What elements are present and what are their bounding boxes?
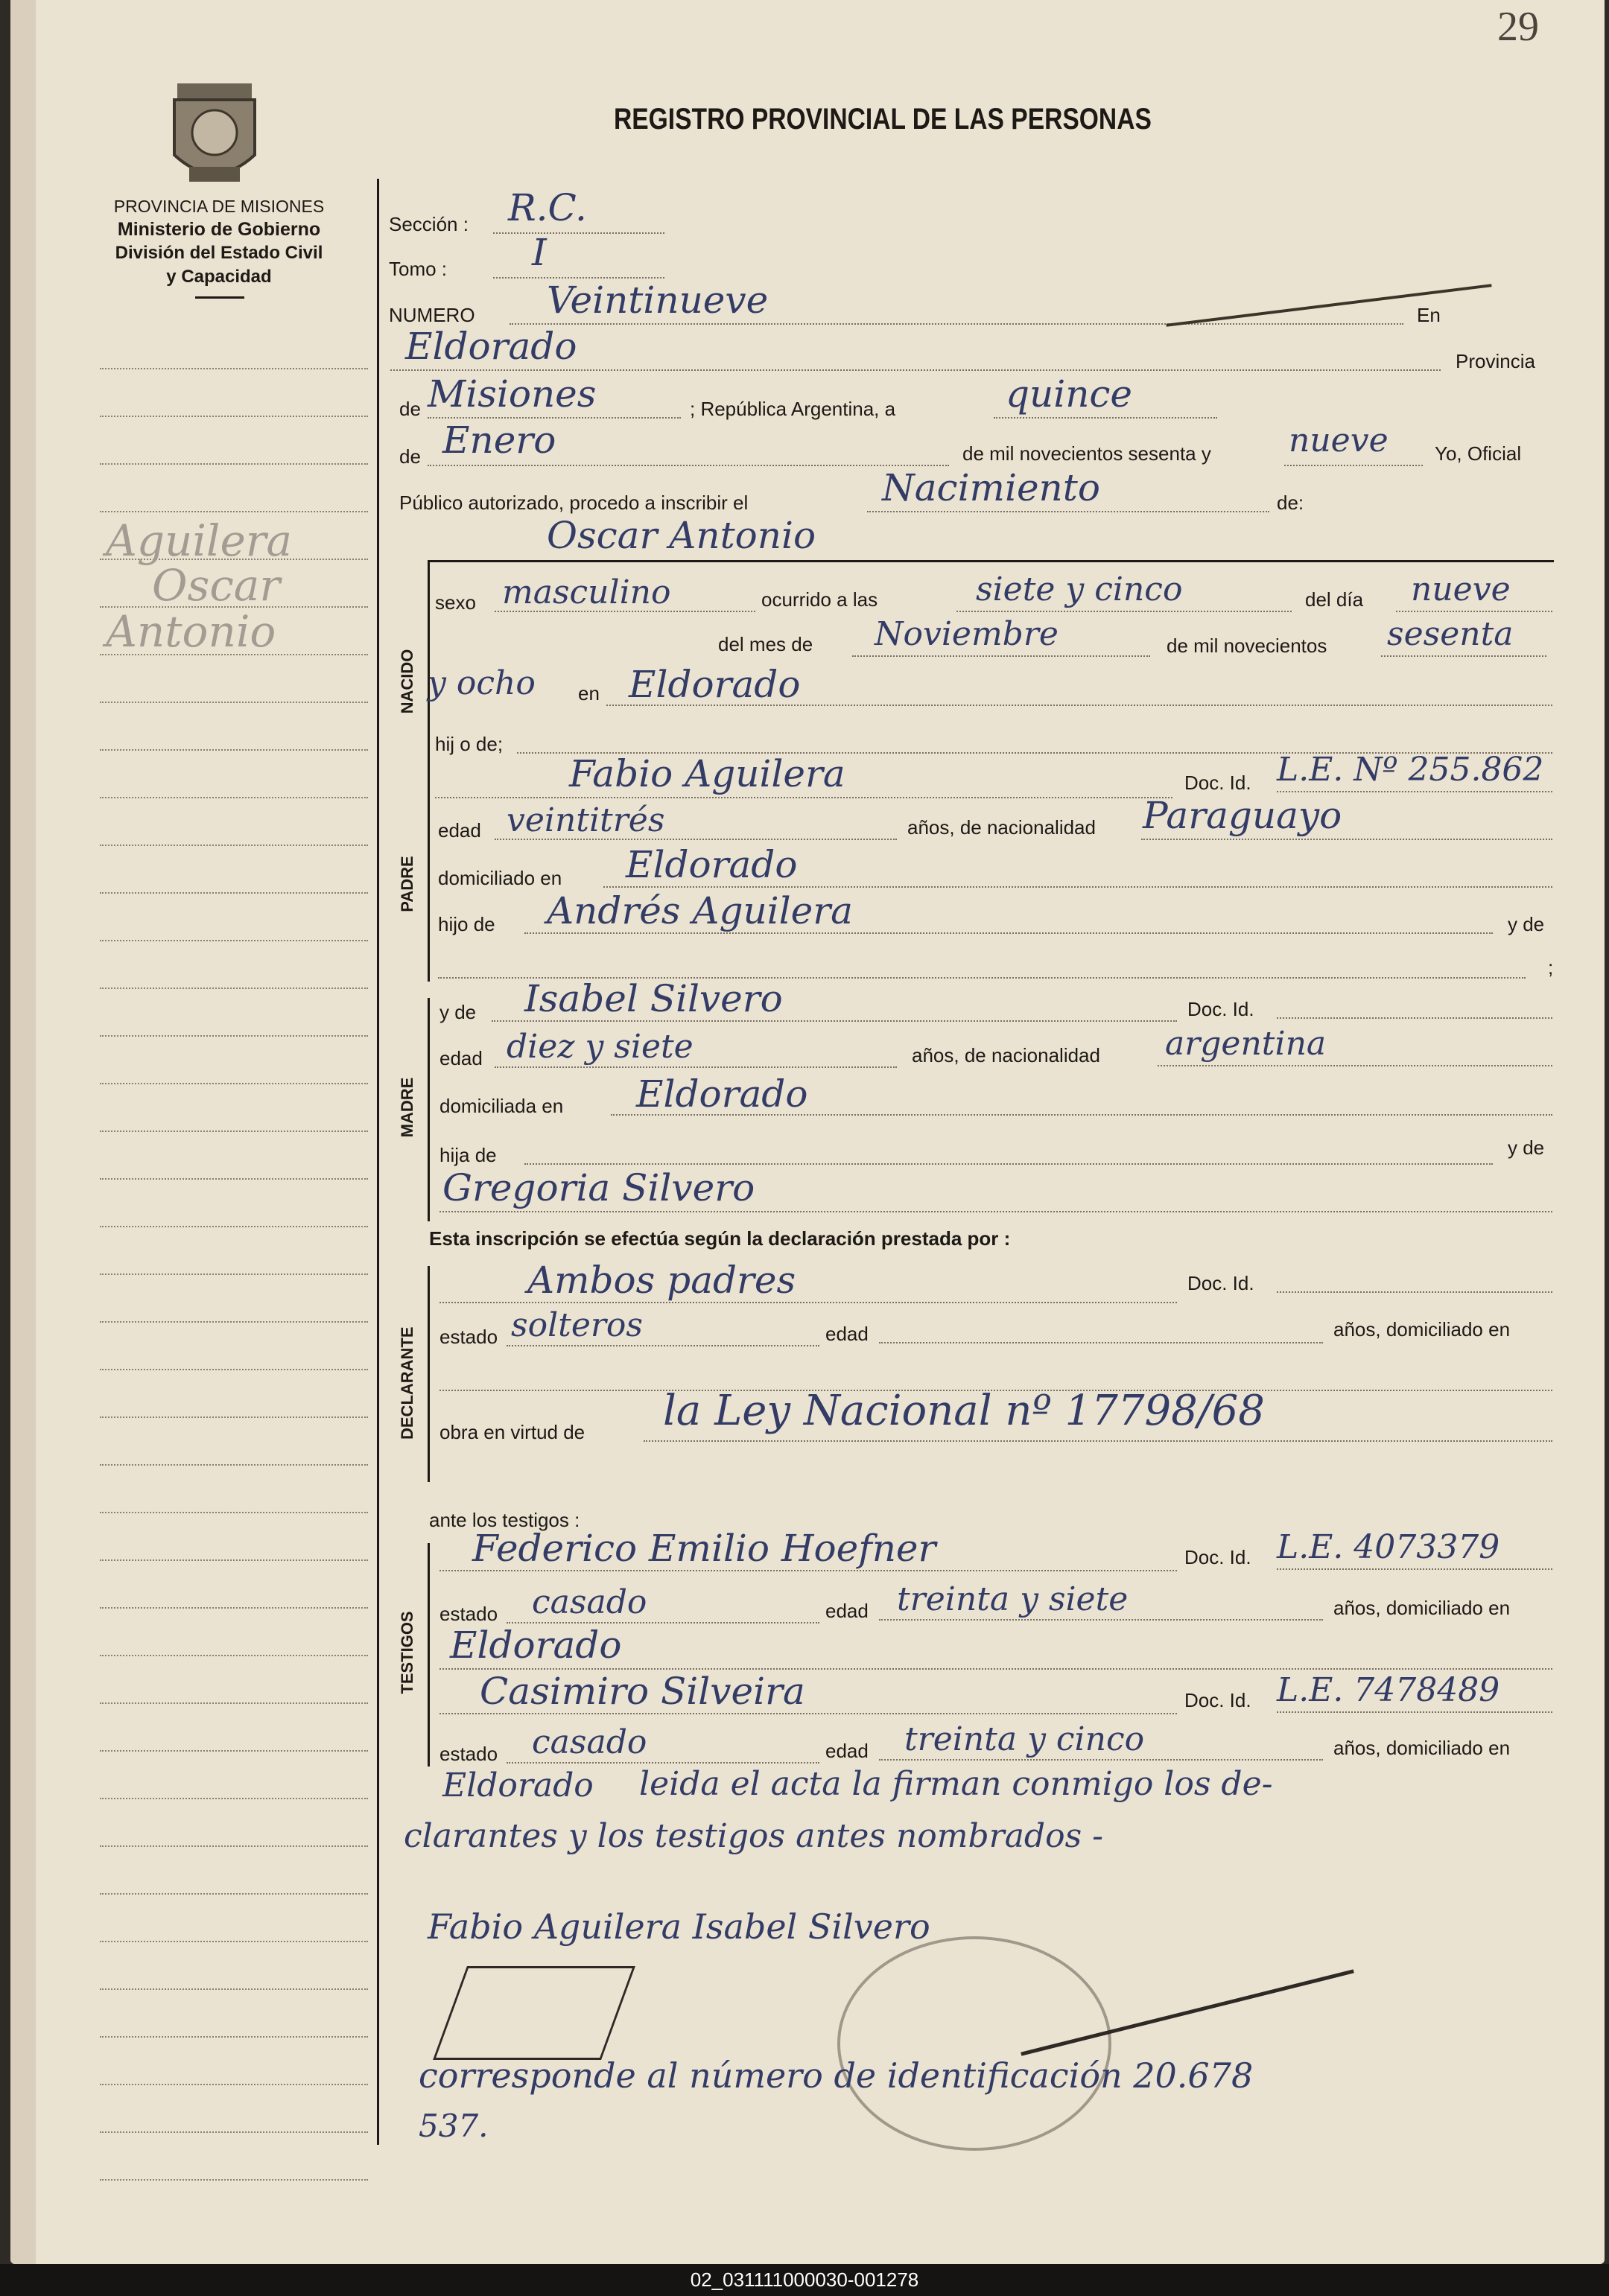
madre-y-de-label: y de [439,1001,477,1023]
hora-value: siete y cinco [976,570,1183,608]
provincial-crest [167,80,262,192]
tomo-label: Tomo : [389,258,448,280]
ley-value: la Ley Nacional nº 17798/68 [663,1387,1265,1435]
en-nac-label: en [578,682,600,705]
t1-estado-label: estado [439,1603,498,1625]
padre-hijo-label: hijo de [438,913,495,935]
en-label: En [1417,304,1441,326]
t1-edad-label: edad [825,1600,869,1622]
madre-hija-value: Gregoria Silvero [442,1166,755,1209]
padre-edad-value: veintitrés [507,801,665,839]
hijo-de-label: hij o de; [435,733,504,755]
seccion-value: R.C. [508,186,587,229]
lectura-2-value: clarantes y los testigos antes nombrados - [404,1817,1104,1855]
thumbprint-signature [433,1966,635,2060]
t2-dom-value: Eldorado [442,1766,594,1804]
padre-dom-value: Eldorado [626,843,798,886]
madre-hija-label: hija de [439,1144,497,1166]
madre-nac-value: argentina [1165,1025,1327,1063]
office-line-3: División del Estado Civil [115,243,323,263]
madre-dom-value: Eldorado [636,1072,808,1116]
mes-value: Enero [442,419,556,462]
lectura-1-value: leida el acta la firman conmigo los de- [639,1765,1273,1803]
binding-gutter [10,0,36,2264]
declarante-label: DECLARANTE [398,1326,416,1440]
madre-value: Isabel Silvero [524,977,783,1020]
sexo-label: sexo [435,591,476,614]
ocurrido-label: ocurrido a las [761,588,878,611]
provincia-label: Provincia [1456,350,1535,372]
nota-1-value: corresponde al número de identificación 20.678 [419,2055,1254,2096]
dia-value: quince [1006,372,1132,416]
register-title: REGISTRO PROVINCIAL DE LAS PERSONAS [614,103,1152,136]
del-mes-label: del mes de [718,633,813,655]
testigos-intro-label: ante los testigos : [429,1509,580,1531]
madre-nac-label: años, de nacionalidad [912,1044,1100,1066]
madre-doc-label: Doc. Id. [1187,998,1254,1020]
t2-doc-value: L.E. 7478489 [1277,1671,1500,1709]
anio-nac-value: sesenta [1387,615,1514,653]
t2-edad-label: edad [825,1740,869,1762]
nacido-label: NACIDO [398,649,416,714]
t1-anos-label: años, domiciliado en [1333,1597,1511,1619]
padre-doc-label: Doc. Id. [1184,772,1251,794]
nota-2-value: 537. [419,2108,489,2144]
declaracion-label: Esta inscripción se efectúa según la declaración prestada por : [429,1227,1011,1250]
office-underline [195,296,244,299]
anio-value: nueve [1289,422,1389,459]
seccion-label: Sección : [389,213,469,235]
t2-anos-label: años, domiciliado en [1333,1737,1511,1759]
de-mil-label: de mil novecientos sesenta y [962,442,1211,465]
padre-doc-value: L.E. Nº 255.862 [1277,751,1544,789]
lugar-nac-value: Eldorado [629,663,801,706]
anio-nac-value-2: y ocho [428,664,536,702]
de-mil-2-label: de mil novecientos [1167,635,1327,657]
image-id-caption: 02_031111000030-001278 [690,2268,919,2291]
padre-label: PADRE [398,856,416,912]
madre-edad-value: diez y siete [507,1028,694,1066]
padre-dom-label: domiciliado en [438,867,562,889]
padre-y-de-label: y de [1508,913,1545,935]
office-line-4: y Capacidad [166,267,272,287]
del-dia-label: del día [1305,588,1364,611]
nombre-value: Oscar Antonio [547,514,816,557]
lugar-value: Eldorado [405,325,577,368]
de-colon-label: de: [1277,492,1304,514]
numero-label: NUMERO [389,304,475,326]
t2-estado-label: estado [439,1743,498,1765]
margin-note-name: Oscar [152,560,281,611]
padre-value: Fabio Aguilera [569,752,845,795]
margin-note-name-2: Antonio [106,606,276,657]
madre-edad-label: edad [439,1047,483,1069]
semicolon-label: ; [1548,956,1554,979]
de-label-2: de [399,445,421,468]
t2-estado-value: casado [532,1723,647,1761]
official-signature-stroke [1166,284,1491,327]
registry-page [10,0,1605,2264]
decl-estado-label: estado [439,1326,498,1348]
republica-label: ; República Argentina, a [690,398,896,420]
dia-nac-value: nueve [1411,570,1511,608]
page-number: 29 [1497,4,1539,50]
margin-note-surname: Aguilera [106,515,293,566]
padre-hijo-value: Andrés Aguilera [547,889,853,932]
t1-edad-value: treinta y siete [897,1580,1129,1618]
main-vertical-rule [377,179,379,2145]
provincia-value: Misiones [428,372,597,416]
testigos-label: TESTIGOS [398,1611,416,1694]
testigo1-value: Federico Emilio Hoefner [472,1527,936,1570]
t2-doc-label: Doc. Id. [1184,1689,1251,1711]
yo-oficial-label: Yo, Oficial [1435,442,1522,465]
decl-estado-value: solteros [511,1306,643,1344]
numero-value: Veintinueve [547,279,769,322]
tomo-value: I [532,231,547,274]
acto-value: Nacimiento [882,466,1100,509]
padre-edad-label: edad [438,819,481,842]
decl-doc-label: Doc. Id. [1187,1272,1254,1294]
publico-label: Público autorizado, procedo a inscribir el [399,492,749,514]
firmas-value: Fabio Aguilera Isabel Silvero [428,1907,930,1947]
t1-doc-label: Doc. Id. [1184,1546,1251,1568]
padre-nac-value: Paraguayo [1143,794,1342,837]
t1-doc-value: L.E. 4073379 [1277,1528,1500,1566]
declarante-value: Ambos padres [527,1259,796,1302]
mes-nac-value: Noviembre [875,615,1059,653]
testigo2-value: Casimiro Silveira [480,1670,805,1713]
madre-dom-label: domiciliada en [439,1095,564,1117]
madre-y-de-2-label: y de [1508,1136,1545,1159]
sexo-value: masculino [502,573,671,611]
decl-edad-label: edad [825,1323,869,1345]
t1-estado-value: casado [532,1583,647,1621]
office-line-2: Ministerio de Gobierno [117,219,321,240]
office-line-1: PROVINCIA DE MISIONES [113,197,325,216]
t1-dom-value: Eldorado [450,1624,622,1667]
t2-edad-value: treinta y cinco [904,1720,1145,1758]
obra-label: obra en virtud de [439,1421,585,1443]
de-label: de [399,398,421,420]
madre-label: MADRE [398,1077,416,1138]
decl-anos-label: años, domiciliado en [1333,1318,1511,1341]
padre-nac-label: años, de nacionalidad [907,816,1096,839]
